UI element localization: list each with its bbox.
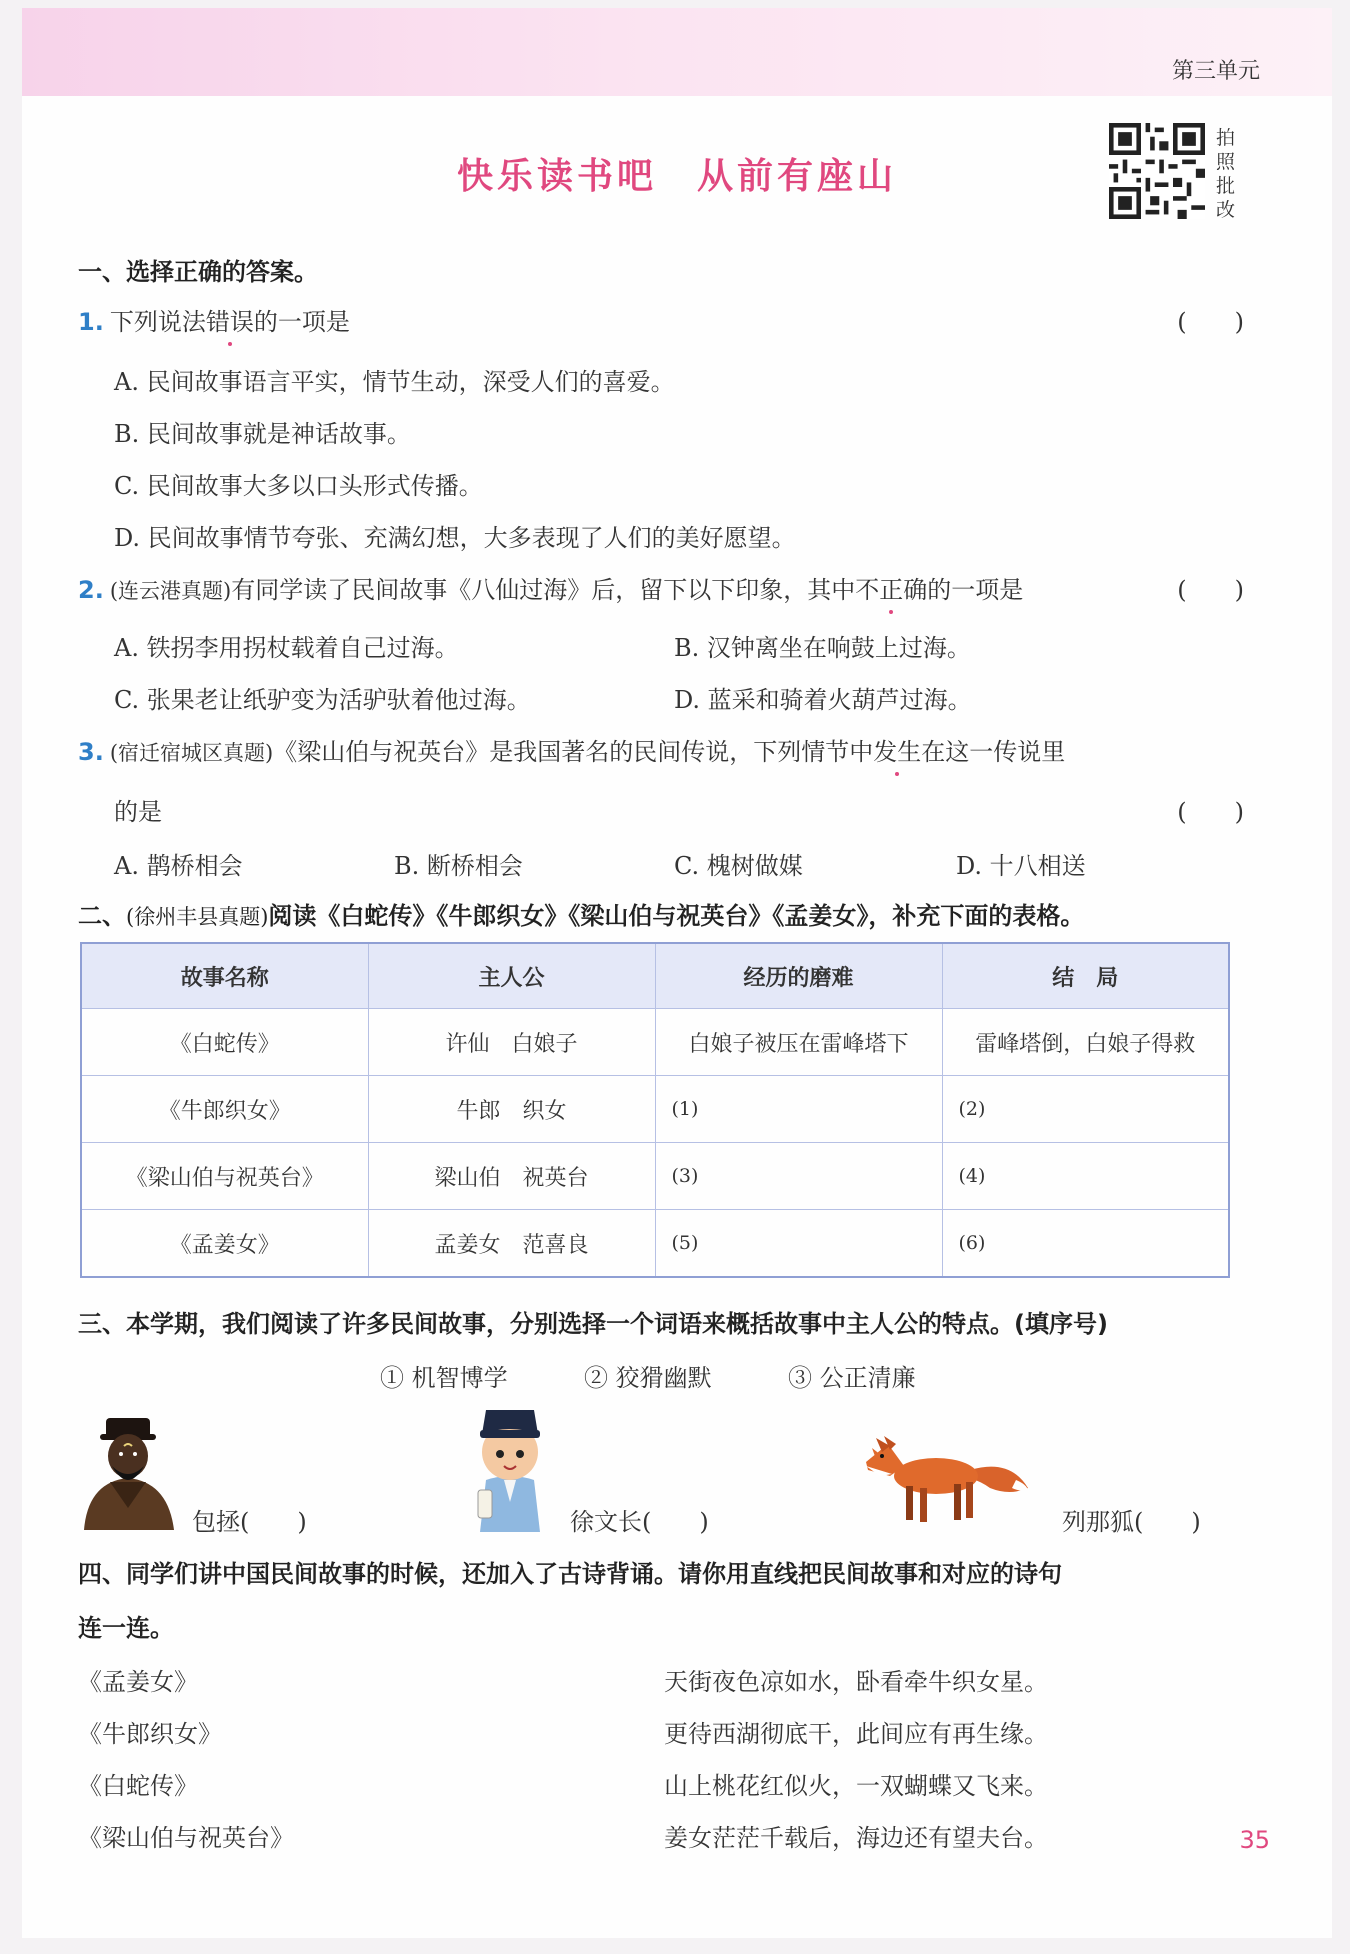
story-item[interactable]: 《牛郎织女》 bbox=[78, 1720, 222, 1748]
column-header: 结 局 bbox=[942, 943, 1229, 1009]
q2-option-b: B. 汉钟离坐在响鼓上过海。 bbox=[674, 634, 971, 662]
protagonist-cell: 许仙 白娘子 bbox=[368, 1009, 655, 1076]
q3-number: 3. bbox=[78, 738, 104, 766]
choice-1: ① 机智博学 bbox=[380, 1364, 508, 1392]
q3-answer-blank[interactable]: ( ) bbox=[1177, 798, 1244, 826]
unit-label: 第三单元 bbox=[1171, 59, 1260, 84]
story-table bbox=[80, 942, 1230, 1278]
section4-heading: 四、同学们讲中国民间故事的时候，还加入了古诗背诵。请你用直线把民间故事和对应的诗句 bbox=[78, 1560, 1062, 1588]
section2-heading-a: 二、 bbox=[78, 902, 126, 930]
q1-number: 1. bbox=[78, 308, 104, 336]
q3-option-c: C. 槐树做媒 bbox=[674, 852, 803, 880]
fox-illustration bbox=[860, 1418, 1032, 1528]
q2-stem-b: 的一项是 bbox=[927, 576, 1024, 604]
choice-2: ② 狡猾幽默 bbox=[584, 1364, 712, 1392]
table-row bbox=[81, 1009, 1229, 1076]
ending-blank-cell[interactable]: (6) bbox=[942, 1210, 1229, 1278]
q1-answer-blank[interactable]: ( ) bbox=[1177, 308, 1244, 336]
ending-blank-cell[interactable]: (4) bbox=[942, 1143, 1229, 1210]
column-header: 故事名称 bbox=[81, 943, 368, 1009]
table-header-row bbox=[81, 943, 1229, 1009]
q2-option-d: D. 蓝采和骑着火葫芦过海。 bbox=[674, 686, 972, 714]
story-name-cell: 《梁山伯与祝英台》 bbox=[81, 1143, 368, 1210]
hardship-blank-cell[interactable]: (3) bbox=[655, 1143, 942, 1210]
section3-heading: 三、本学期，我们阅读了许多民间故事，分别选择一个词语来概括故事中主人公的特点。(填序号) bbox=[78, 1310, 1108, 1338]
q2-option-a: A. 铁拐李用拐杖载着自己过海。 bbox=[114, 634, 459, 662]
story-name-cell: 《牛郎织女》 bbox=[81, 1076, 368, 1143]
poem-item[interactable]: 姜女茫茫千载后，海边还有望夫台。 bbox=[664, 1824, 1048, 1852]
q1-option-d: D. 民间故事情节夸张、充满幻想，大多表现了人们的美好愿望。 bbox=[114, 524, 796, 552]
protagonist-cell: 梁山伯 祝英台 bbox=[368, 1143, 655, 1210]
q1-stem-b: 的一项是 bbox=[253, 308, 350, 336]
table-row bbox=[81, 1210, 1229, 1278]
poem-item[interactable]: 天街夜色凉如水，卧看牵牛织女星。 bbox=[664, 1668, 1048, 1696]
section2-heading bbox=[78, 896, 1084, 931]
xu-wenchang-illustration bbox=[462, 1402, 558, 1532]
story-item[interactable]: 《白蛇传》 bbox=[78, 1772, 198, 1800]
protagonist-cell: 孟姜女 范喜良 bbox=[368, 1210, 655, 1278]
character-xu-wenchang[interactable]: 徐文长( ) bbox=[570, 1508, 709, 1536]
table-row bbox=[81, 1143, 1229, 1210]
title-part2: 从前有座山 bbox=[697, 156, 898, 197]
q3-option-b: B. 断桥相会 bbox=[394, 852, 523, 880]
qr-code-icon[interactable] bbox=[1109, 123, 1205, 219]
q2-stem bbox=[78, 570, 1023, 605]
q1-option-b: B. 民间故事就是神话故事。 bbox=[114, 420, 411, 448]
worksheet-page bbox=[22, 8, 1332, 1938]
bao-zheng-illustration bbox=[80, 1412, 176, 1530]
story-item[interactable]: 《孟姜女》 bbox=[78, 1668, 198, 1696]
character-bao-zheng[interactable]: 包拯( ) bbox=[192, 1508, 307, 1536]
q3-source: (宿迁宿城区真题) bbox=[109, 741, 274, 765]
q1-option-c: C. 民间故事大多以口头形式传播。 bbox=[114, 472, 483, 500]
q1-stem-a: 下列说法 bbox=[109, 308, 206, 336]
character-reynard[interactable]: 列那狐( ) bbox=[1062, 1508, 1201, 1536]
q3-stem bbox=[78, 732, 1065, 767]
poem-item[interactable]: 更待西湖彻底干，此间应有再生缘。 bbox=[664, 1720, 1048, 1748]
qr-caption: 拍照批改 bbox=[1216, 127, 1236, 221]
hardship-blank-cell[interactable]: (5) bbox=[655, 1210, 942, 1278]
ending-blank-cell[interactable]: (2) bbox=[942, 1076, 1229, 1143]
q2-number: 2. bbox=[78, 576, 104, 604]
q1-option-a: A. 民间故事语言平实，情节生动，深受人们的喜爱。 bbox=[114, 368, 675, 396]
q2-stem-emphasis: 不正确 bbox=[855, 576, 928, 604]
q3-option-d: D. 十八相送 bbox=[956, 852, 1086, 880]
table-row bbox=[81, 1076, 1229, 1143]
q1-stem bbox=[78, 302, 350, 337]
ending-cell: 雷峰塔倒，白娘子得救 bbox=[942, 1009, 1229, 1076]
page-number: 35 bbox=[1239, 1826, 1270, 1854]
hardship-blank-cell[interactable]: (1) bbox=[655, 1076, 942, 1143]
q3-stem-b: 在这一传说里 bbox=[921, 738, 1066, 766]
q3-stem-emphasis: 发生 bbox=[873, 738, 922, 766]
q2-option-c: C. 张果老让纸驴变为活驴驮着他过海。 bbox=[114, 686, 531, 714]
header-band bbox=[22, 8, 1332, 96]
protagonist-cell: 牛郎 织女 bbox=[368, 1076, 655, 1143]
q2-source: (连云港真题) bbox=[109, 579, 232, 603]
section4-heading-cont: 连一连。 bbox=[78, 1614, 174, 1642]
column-header: 经历的磨难 bbox=[655, 943, 942, 1009]
section2-heading-b: 阅读《白蛇传》《牛郎织女》《梁山伯与祝英台》《孟姜女》，补充下面的表格。 bbox=[268, 902, 1085, 930]
story-name-cell: 《孟姜女》 bbox=[81, 1210, 368, 1278]
section2-source: (徐州丰县真题) bbox=[126, 905, 269, 929]
q2-answer-blank[interactable]: ( ) bbox=[1177, 576, 1244, 604]
story-name-cell: 《白蛇传》 bbox=[81, 1009, 368, 1076]
title-part1: 快乐读书吧 bbox=[456, 156, 657, 197]
poem-item[interactable]: 山上桃花红似火，一双蝴蝶又飞来。 bbox=[664, 1772, 1048, 1800]
q3-stem-a: 《梁山伯与祝英台》是我国著名的民间传说，下列情节中 bbox=[273, 738, 874, 766]
q3-stem-cont: 的是 bbox=[114, 798, 162, 826]
story-item[interactable]: 《梁山伯与祝英台》 bbox=[78, 1824, 294, 1852]
column-header: 主人公 bbox=[368, 943, 655, 1009]
hardship-cell: 白娘子被压在雷峰塔下 bbox=[655, 1009, 942, 1076]
q2-stem-a: 有同学读了民间故事《八仙过海》后，留下以下印象，其中 bbox=[231, 576, 856, 604]
choice-3: ③ 公正清廉 bbox=[788, 1364, 916, 1392]
q1-stem-emphasis: 错误 bbox=[205, 308, 254, 336]
q3-option-a: A. 鹊桥相会 bbox=[114, 852, 243, 880]
section1-heading: 一、选择正确的答案。 bbox=[78, 258, 318, 286]
